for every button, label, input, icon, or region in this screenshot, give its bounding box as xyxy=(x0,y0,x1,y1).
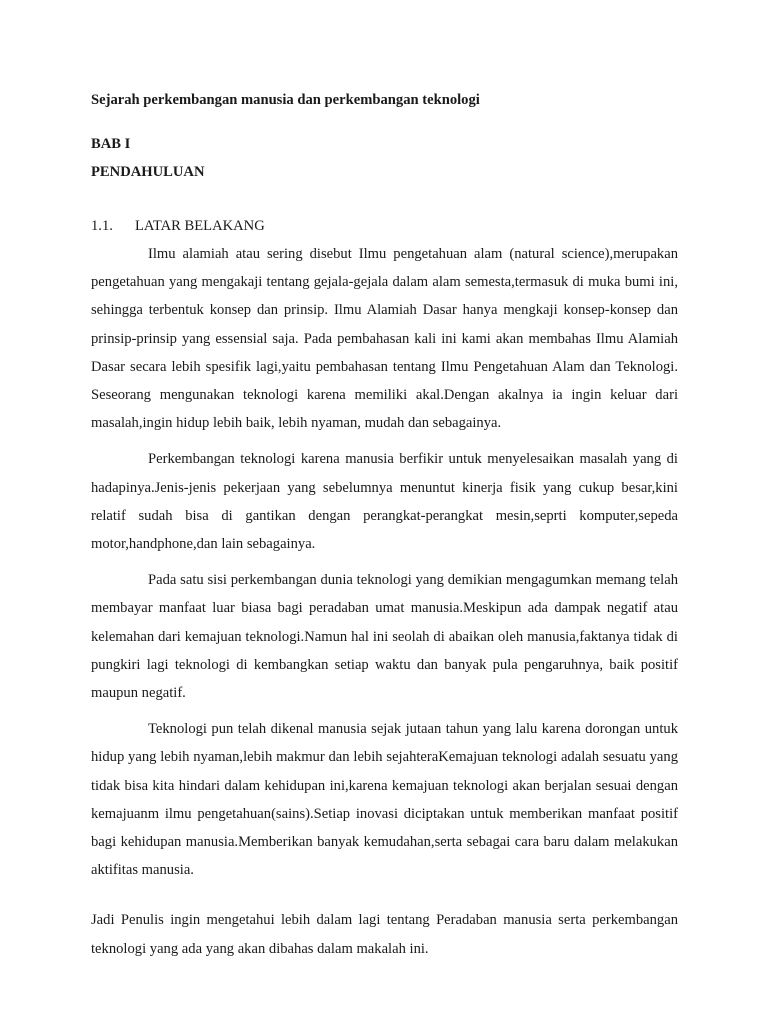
section-number: 1.1. xyxy=(91,218,113,234)
document-body xyxy=(91,240,678,971)
section-title: LATAR BELAKANG xyxy=(135,218,265,234)
chapter-title: PENDAHULUAN xyxy=(91,164,205,180)
paragraph: Pada satu sisi perkembangan dunia teknologi yang demikian mengagumkan memang telah membayar manfaat luar biasa bagi peradaban umat manusia.Meskipun ada dampak negatif atau kelemahan dari kemajuan teknologi.Namun hal ini seolah di abaikan oleh manusia,faktanya tidak di pungkiri lagi teknologi di kembangkan setiap waktu dan banyak pula pengaruhnya, baik positif maupun negatif. xyxy=(91,572,678,702)
chapter-label: BAB I xyxy=(91,136,131,152)
paragraph: Perkembangan teknologi karena manusia berfikir untuk menyelesaikan masalah yang di hadapinya.Jenis-jenis pekerjaan yang sebelumnya menuntut kinerja fisik yang cukup besar,kini relatif sudah bisa di gantikan dengan perangkat-perangkat mesin,seprti komputer,sepeda motor,handphone,dan lain sebagainya. xyxy=(91,451,678,553)
paragraph: Teknologi pun telah dikenal manusia sejak jutaan tahun yang lalu karena dorongan untuk hidup yang lebih nyaman,lebih makmur dan lebih sejahteraKemajuan teknologi adalah sesuatu yang tidak bisa kita hindari dalam kehidupan ini,karena kemajuan teknologi akan berjalan sesuai dengan kemajuanm ilmu pengetahuan(sains).Setiap inovasi diciptakan untuk memberikan manfaat positif bagi kehidupan manusia.Memberikan banyak kemudahan,serta sebagai cara baru dalam melakukan aktifitas manusia. xyxy=(91,721,678,879)
paragraph: Ilmu alamiah atau sering disebut Ilmu pengetahuan alam (natural science),merupakan pengetahuan yang mengakaji tentang gejala-gejala dalam alam semesta,termasuk di muka bumi ini, sehingga terbentuk konsep dan prinsip. Ilmu Alamiah Dasar hanya mengkaji konsep-konsep dan prinsip-prinsip yang essensial saja. Pada pembahasan kali ini kami akan membahas Ilmu Alamiah Dasar secara lebih spesifik lagi,yaitu pembahasan tentang Ilmu Pengetahuan Alam dan Teknologi. Seseorang mengunakan teknologi karena memiliki akal.Dengan akalnya ia ingin keluar dari masalah,ingin hidup lebih baik, lebih nyaman, mudah dan sebagainya. xyxy=(91,246,678,432)
closing-paragraph: Jadi Penulis ingin mengetahui lebih dalam lagi tentang Peradaban manusia serta perkembangan teknologi yang ada yang akan dibahas dalam makalah ini. xyxy=(91,912,678,957)
document-title: Sejarah perkembangan manusia dan perkembangan teknologi xyxy=(91,92,480,108)
section-heading xyxy=(91,218,265,235)
